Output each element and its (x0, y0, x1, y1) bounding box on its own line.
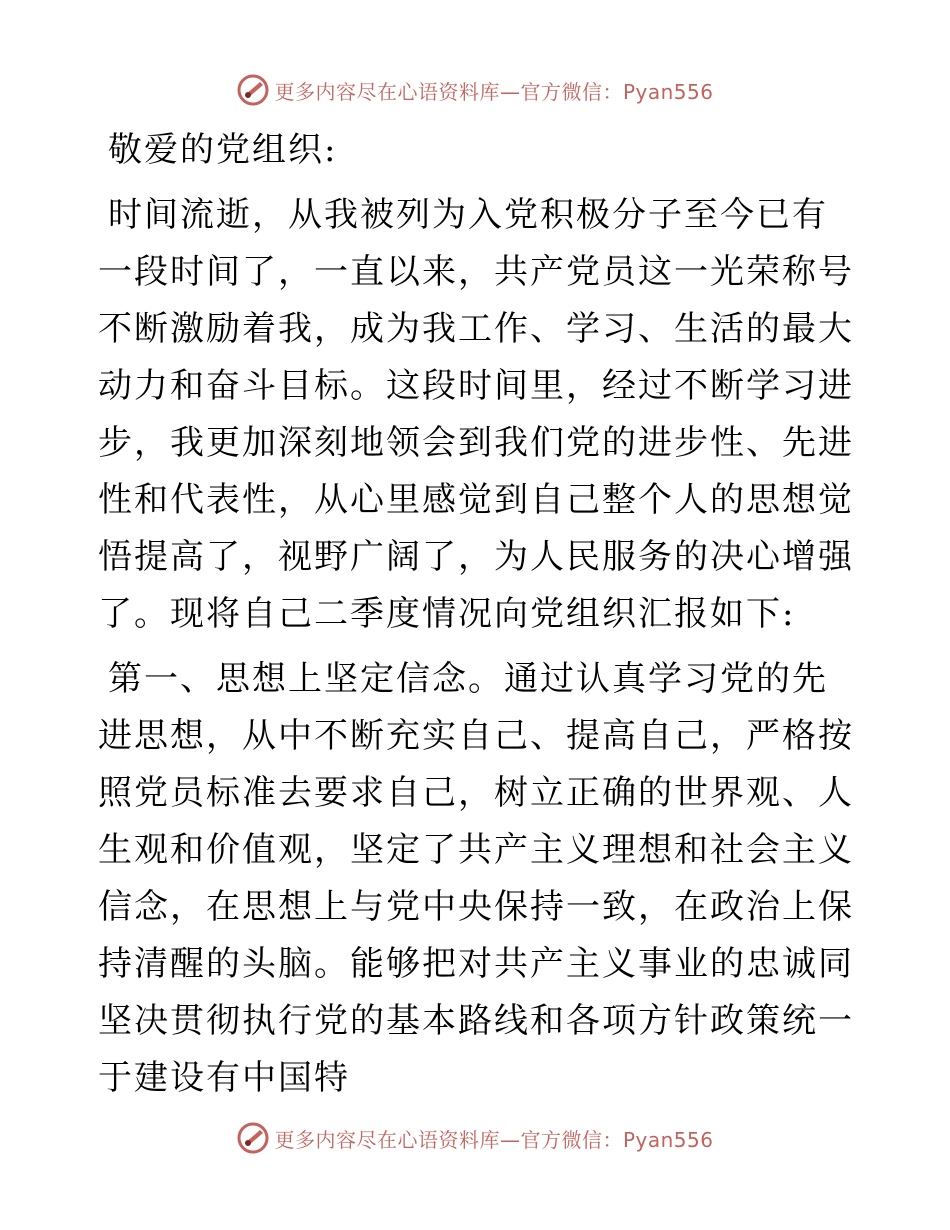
header-watermark-banner (0, 70, 950, 110)
paragraph-first-point: 第一、思想上坚定信念。通过认真学习党的先进思想，从中不断充实自己、提高自己，严格按照党员标准去要求自己，树立正确的世界观、人生观和价值观，坚定了共产主义理想和社会主义信念，在思想上与党中央保持一致，在政治上保持清醒的头脑。能够把对共产主义事业的忠诚同坚决贯彻执行党的基本路线和各项方针政策统一于建设有中国特 (98, 659, 854, 1098)
watermark-text: 更多内容尽在心语资料库—官方微信：Pyan556 (274, 79, 714, 104)
watermark-text: 更多内容尽在心语资料库—官方微信：Pyan556 (274, 1127, 714, 1152)
paragraph-intro: 时间流逝，从我被列为入党积极分子至今已有一段时间了，一直以来，共产党员这一光荣称号不断激励着我，成为我工作、学习、生活的最大动力和奋斗目标。这段时间里，经过不断学习进步，我更加深刻地领会到我们党的进步性、先进性和代表性，从心里感觉到自己整个人的思想觉悟提高了，视野广阔了，为人民服务的决心增强了。现将自己二季度情况向党组织汇报如下: (98, 195, 854, 634)
footer-watermark-banner (0, 1118, 950, 1158)
salutation: 敬爱的党组织: (108, 130, 338, 170)
brand-logo-icon (236, 73, 270, 107)
letter-body (98, 122, 858, 1107)
brand-logo-icon (236, 1121, 270, 1155)
